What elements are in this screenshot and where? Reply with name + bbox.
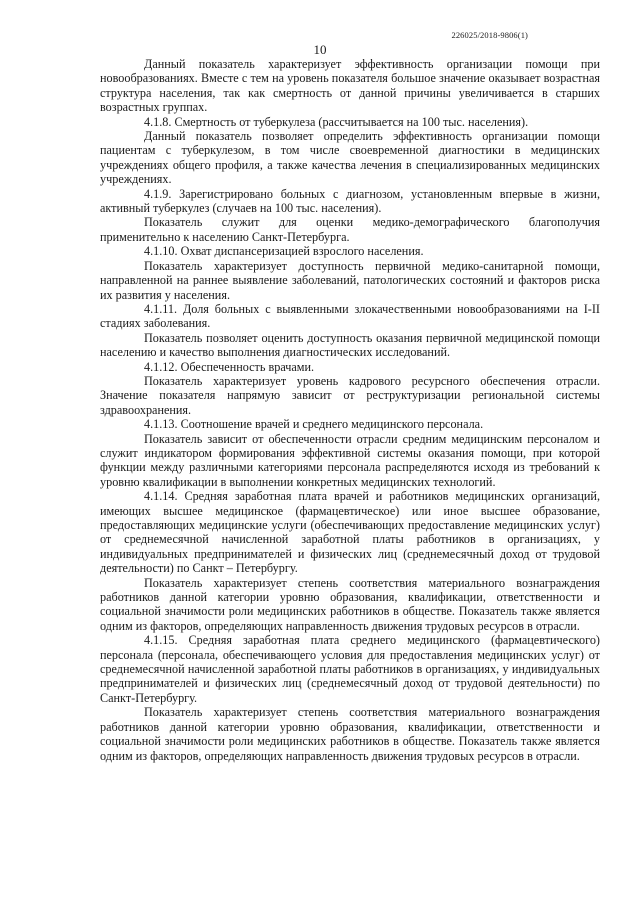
paragraph-tuberculosis-incidence-description: Показатель служит для оценки медико-демографического благополучия применительно к населению Санкт-Петербурга. [100, 215, 600, 244]
section-4-1-14-heading: 4.1.14. Средняя заработная плата врачей и работников медицинских организаций, имеющих высшее медицинское (фармацевтическое) или иное высшее образование, предоставляющих медицинские услуги (обеспечивающих предоставление медицинских услуг) от среднемесячной начисленной заработной платы работников в организациях, у индивидуальных предпринимателей и физических лиц (среднемесячный доход от трудовой деятельности) по Санкт – Петербургу. [100, 489, 600, 576]
section-4-1-12-heading: 4.1.12. Обеспеченность врачами. [144, 359, 315, 374]
paragraph-physician-supply-description: Показатель характеризует уровень кадрового ресурсного обеспечения отрасли. Значение показателя напрямую зависит от реструктуризации региональной системы здравоохранения. [100, 373, 600, 417]
paragraph-neoplasm-indicator-description: Данный показатель характеризует эффективность организации помощи при новообразованиях. Вместе с тем на уровень показателя большое значение оказывает возрастная структура населения, так как смертность от данной причины увеличивается в старших возрастных группах. [100, 57, 600, 115]
paragraph-dispensary-description: Показатель характеризует доступность первичной медико-санитарной помощи, направленной на раннее выявление заболеваний, патологических состояний и факторов риска их развития у населения. [100, 258, 600, 302]
paragraph-physician-salary-description: Показатель характеризует степень соответствия материального вознаграждения работников данной категории уровню образования, квалификации, ответственности и социальной значимости роли медицинских работников в обществе. Показатель также является одним из факторов, определяющих направленность движения трудовых ресурсов в отрасли. [100, 575, 600, 633]
section-4-1-10-heading: 4.1.10. Охват диспансеризацией взрослого населения. [144, 244, 424, 259]
paragraph-staff-ratio-description: Показатель зависит от обеспеченности отрасли средним медицинским персоналом и служит индикатором формирования эффективной системы оказания помощи, при которой функции между различными категориями персонала распределяются исходя из требований к уровню квалификации в выполнении конкретных медицинских технологий. [100, 431, 600, 489]
section-4-1-15-heading: 4.1.15. Средняя заработная плата среднего медицинского (фармацевтического) персонала (персонала, обеспечивающего условия для предоставления медицинских услуг) от среднемесячной начисленной заработной платы работников в организациях, у индивидуальных предпринимателей и физических лиц (среднемесячный доход от трудовой деятельности) по Санкт-Петербургу. [100, 633, 600, 705]
section-4-1-9-heading: 4.1.9. Зарегистрировано больных с диагнозом, установленным впервые в жизни, активный туберкулез (случаев на 100 тыс. населения). [100, 186, 600, 216]
page-number: 10 [313, 42, 327, 57]
paragraph-nursing-salary-description: Показатель характеризует степень соответствия материального вознаграждения работников данной категории уровню образования, квалификации, ответственности и социальной значимости роли медицинских работников в обществе. Показатель также является одним из факторов, определяющих направленность движения трудовых ресурсов в отрасли. [100, 705, 600, 763]
paragraph-tuberculosis-mortality-description: Данный показатель позволяет определить эффективность организации помощи пациентам с туберкулезом, в том числе своевременной диагностики в медицинских учреждениях общего профиля, а также качества лечения в специализированных медицинских учреждениях. [100, 129, 600, 187]
document-body [100, 57, 600, 763]
section-4-1-11-heading: 4.1.11. Доля больных с выявленными злокачественными новообразованиями на I-II стадиях заболевания. [100, 301, 600, 331]
section-4-1-8-heading: 4.1.8. Смертность от туберкулеза (рассчитывается на 100 тыс. населения). [144, 114, 529, 129]
paragraph-early-detection-description: Показатель позволяет оценить доступность оказания первичной медицинской помощи населению и качество выполнения диагностических исследований. [100, 330, 600, 360]
document-id: 226025/2018-9806(1) [451, 30, 528, 40]
section-4-1-13-heading: 4.1.13. Соотношение врачей и среднего медицинского персонала. [144, 417, 484, 432]
